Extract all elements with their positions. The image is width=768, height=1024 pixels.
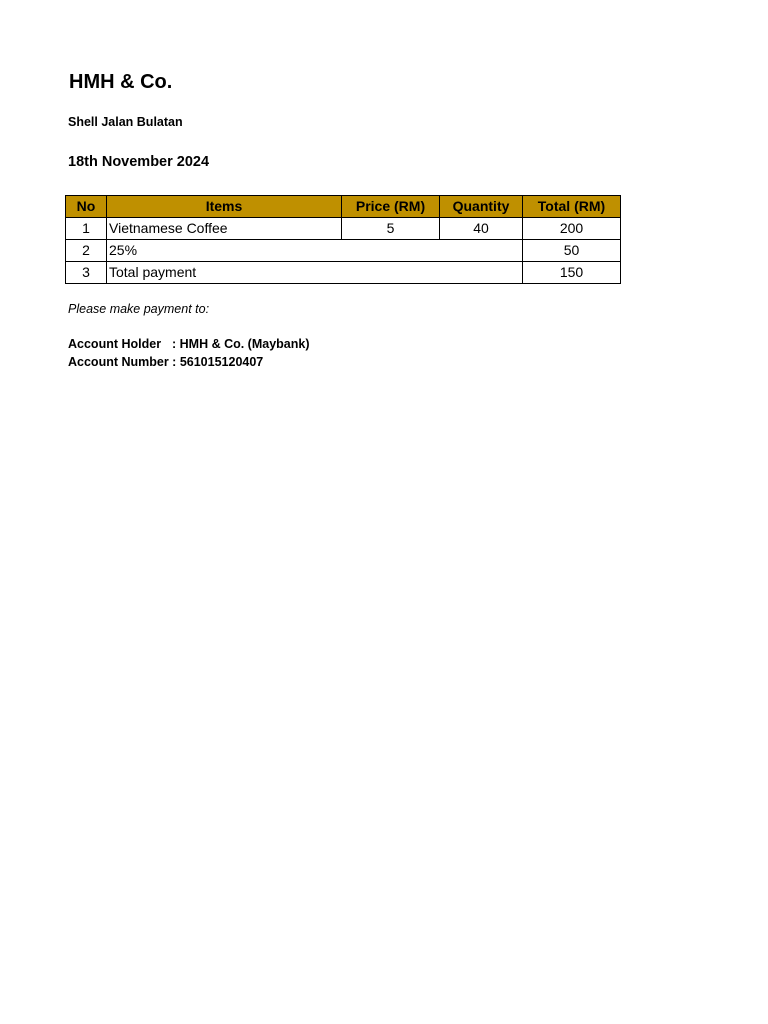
row-total: 50 (523, 240, 621, 262)
header-total: Total (RM) (523, 196, 621, 218)
account-number-value: 561015120407 (179, 355, 264, 369)
account-number (68, 353, 263, 371)
account-holder (68, 335, 310, 353)
row-no: 1 (66, 218, 107, 240)
account-holder-value: : HMH & Co. (Maybank) (172, 337, 310, 351)
invoice-table (65, 195, 621, 284)
row-item: Total payment (107, 262, 523, 284)
row-price: 5 (342, 218, 440, 240)
row-quantity: 40 (440, 218, 523, 240)
header-price: Price (RM) (342, 196, 440, 218)
invoice-date: 18th November 2024 (68, 154, 210, 170)
header-no: No (66, 196, 107, 218)
account-number-label: Account Number : (68, 355, 177, 369)
row-no: 2 (66, 240, 107, 262)
row-item: Vietnamese Coffee (107, 218, 342, 240)
payment-note: Please make payment to: (68, 302, 210, 316)
table-row (66, 240, 621, 262)
table-header-row (66, 196, 621, 218)
row-total: 200 (523, 218, 621, 240)
row-no: 3 (66, 262, 107, 284)
table-row (66, 218, 621, 240)
row-total: 150 (523, 262, 621, 284)
header-items: Items (107, 196, 342, 218)
header-quantity: Quantity (440, 196, 523, 218)
row-item: 25% (107, 240, 523, 262)
table-row (66, 262, 621, 284)
location-label: Shell Jalan Bulatan (68, 115, 183, 129)
company-name: HMH & Co. (69, 71, 173, 93)
account-holder-label: Account Holder (68, 337, 162, 351)
